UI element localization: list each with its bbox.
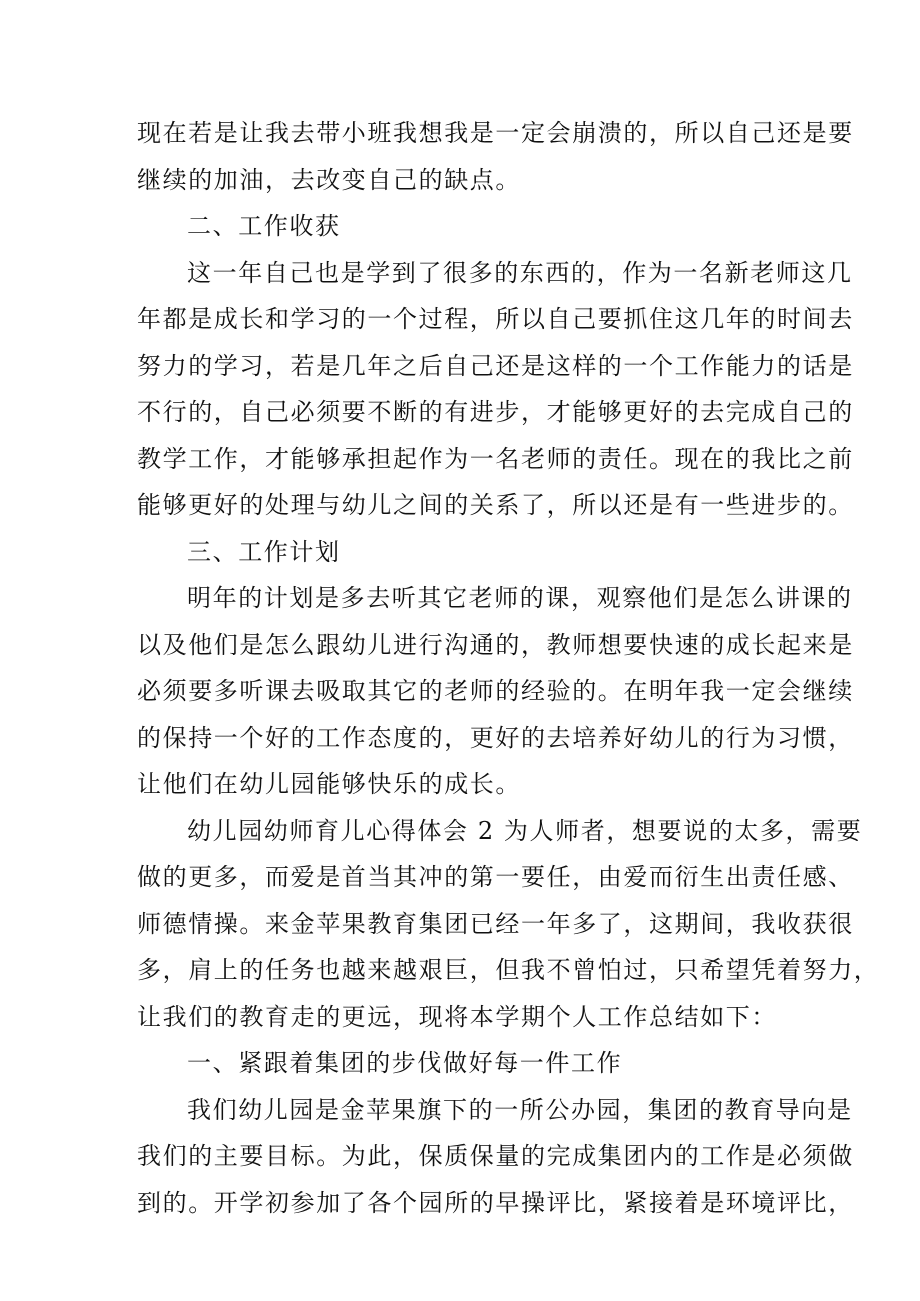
text-line: 让我们的教育走的更远，现将本学期个人工作总结如下：: [137, 1002, 777, 1031]
text-line: 以及他们是怎么跟幼儿进行沟通的，教师想要快速的成长起来是: [137, 630, 854, 659]
text-line: 这一年自己也是学到了很多的东西的，作为一名新老师这几: [187, 258, 853, 287]
text-line: 多，肩上的任务也越来越艰巨，但我不曾怕过，只希望凭着努力，: [137, 956, 880, 984]
text-line: 能够更好的处理与幼儿之间的关系了，所以还是有一些进步的。: [137, 491, 854, 519]
text-line: 做的更多，而爱是首当其冲的第一要任，由爱而衍生出责任感、: [137, 863, 854, 891]
text-line: 师德情操。来金苹果教育集团已经一年多了，这期间，我收获很: [137, 909, 854, 938]
text-line: 让他们在幼儿园能够快乐的成长。: [137, 770, 521, 798]
text-line: 幼儿园幼师育儿心得体会 2 为人师者，想要说的太多，需要: [187, 816, 863, 845]
text-line: 教学工作，才能够承担起作为一名老师的责任。现在的我比之前: [137, 444, 854, 473]
text-line: 到的。开学初参加了各个园所的早操评比，紧接着是环境评比，: [137, 1188, 854, 1217]
section-heading: 一、紧跟着集团的步伐做好每一件工作: [187, 1049, 623, 1077]
text-line: 明年的计划是多去听其它老师的课，观察他们是怎么讲课的: [187, 584, 853, 612]
text-line: 我们幼儿园是金苹果旗下的一所公办园，集团的教育导向是: [187, 1095, 853, 1124]
text-line: 现在若是让我去带小班我想我是一定会崩溃的，所以自己还是要: [137, 119, 854, 147]
text-line: 继续的加油，去改变自己的缺点。: [137, 165, 521, 194]
text-line: 不行的，自己必须要不断的有进步，才能够更好的去完成自己的: [137, 398, 854, 426]
section-heading: 二、工作收获: [187, 212, 341, 240]
text-line: 年都是成长和学习的一个过程，所以自己要抓住这几年的时间去: [137, 305, 854, 333]
document-body: [137, 110, 880, 1226]
text-line: 必须要多听课去吸取其它的老师的经验的。在明年我一定会继续: [137, 677, 854, 705]
text-line: 我们的主要目标。为此，保质保量的完成集团内的工作是必须做: [137, 1142, 854, 1170]
section-heading: 三、工作计划: [187, 537, 341, 566]
text-line: 努力的学习，若是几年之后自己还是这样的一个工作能力的话是: [137, 351, 854, 380]
text-line: 的保持一个好的工作态度的，更好的去培养好幼儿的行为习惯，: [137, 723, 854, 752]
